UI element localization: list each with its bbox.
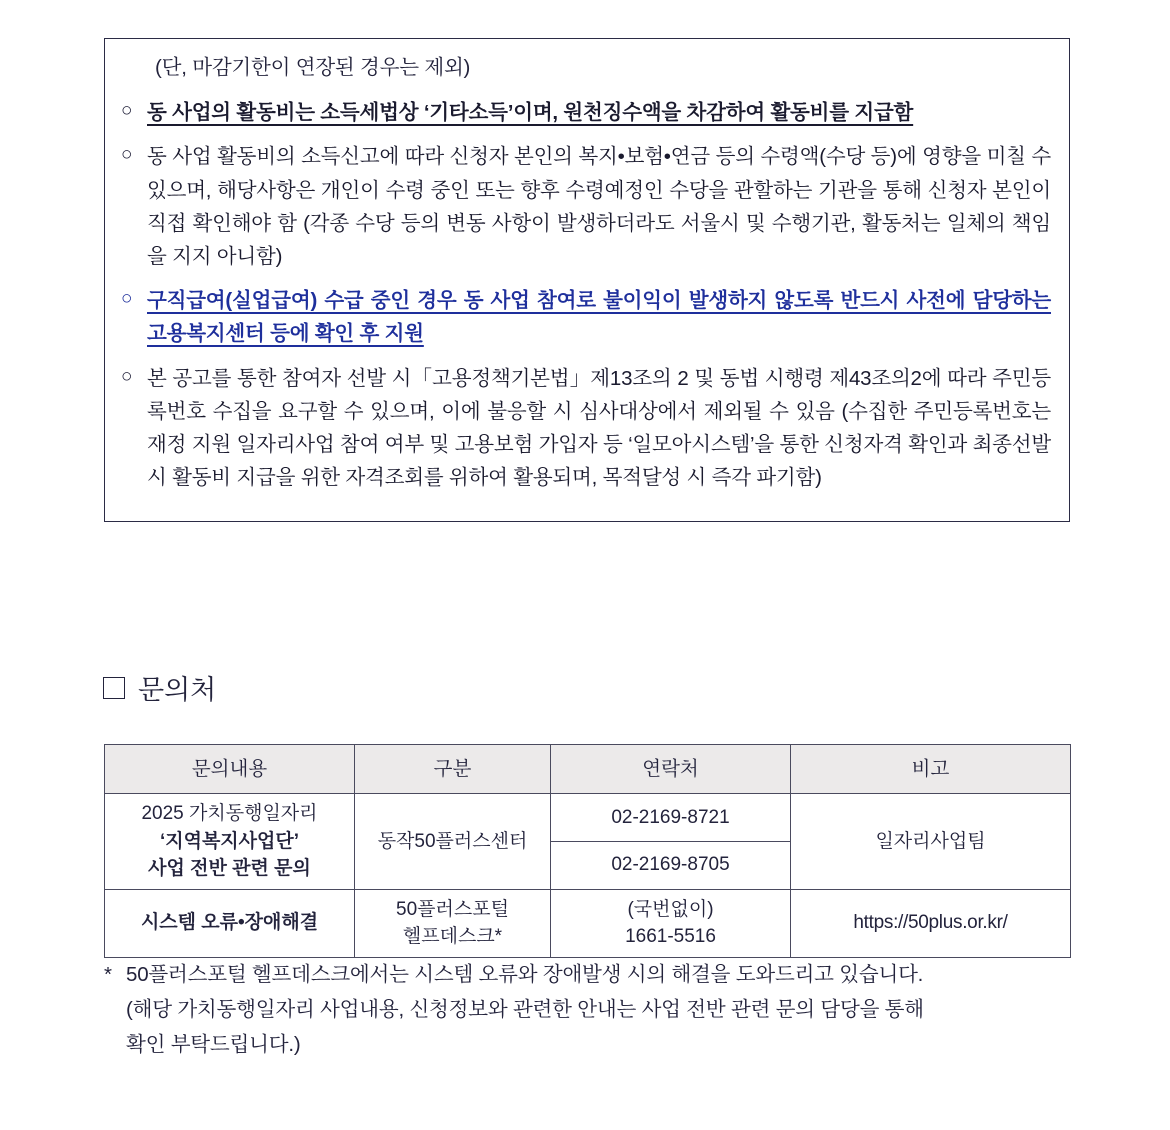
table-row — [105, 889, 1071, 957]
division-line-1: 50플러스포털 — [396, 898, 509, 920]
square-bullet-icon — [103, 677, 125, 699]
contact-table — [104, 744, 1071, 958]
bullet-marker: ○ — [121, 288, 133, 310]
header-cell-division: 구분 — [355, 745, 551, 794]
bullet-text: 동 사업의 활동비는 소득세법상 ‘기타소득’이며, 원천징수액을 차감하여 활동비를 지급함 — [147, 101, 914, 125]
bullet-marker: ○ — [121, 144, 133, 166]
inquiry-line-1: 2025 가치동행일자리 — [141, 803, 318, 824]
cell-phone-2: 02-2169-8705 — [551, 841, 791, 889]
cell-note-url[interactable]: https://50plus.or.kr/ — [791, 889, 1071, 957]
contact-section-heading — [103, 668, 216, 707]
table-header-row — [105, 745, 1071, 794]
cell-inquiry-content — [105, 794, 355, 890]
notice-box — [104, 38, 1070, 522]
table-row — [105, 794, 1071, 842]
cell-inquiry-content: 시스템 오류•장애해결 — [105, 889, 355, 957]
footnote-block — [104, 958, 1074, 1063]
inquiry-line-3: 사업 전반 관련 문의 — [148, 858, 311, 880]
phone-line-2: 1661-5516 — [625, 926, 716, 948]
cell-note: 일자리사업팀 — [791, 794, 1071, 890]
cell-division: 동작50플러스센터 — [355, 794, 551, 890]
cell-division — [355, 889, 551, 957]
footnote-line-2: (해당 가치동행일자리 사업내용, 신청정보와 관련한 안내는 사업 전반 관련 문의 담당을 통해 — [126, 997, 924, 1021]
cell-phone — [551, 889, 791, 957]
notice-bullet-4 — [121, 362, 1051, 495]
section-title: 문의처 — [138, 675, 217, 705]
header-cell-phone: 연락처 — [551, 745, 791, 794]
footnote-row — [104, 958, 1074, 993]
notice-first-line: (단, 마감기한이 연장된 경우는 제외) — [155, 56, 471, 79]
header-cell-inquiry: 문의내용 — [105, 745, 355, 794]
bullet-text: 구직급여(실업급여) 수급 중인 경우 동 사업 참여로 불이익이 발생하지 않도록 반드시 사전에 담당하는 고용복지센터 등에 확인 후 지원 — [147, 289, 1051, 346]
inquiry-line-2: ‘지역복지사업단’ — [159, 830, 300, 852]
asterisk-marker: * — [104, 963, 112, 986]
bullet-text: 본 공고를 통한 참여자 선발 시「고용정책기본법」제13조의 2 및 동법 시행령 제43조의2에 따라 주민등록번호 수집을 요구할 수 있으며, 이에 불응할 시 심사대상에서 제외될 수 있음 (수집한 주민등록번호는 재정 지원 일자리사업 참여 여부 및 고용보험 가입자 등 ‘일모아시스템’을 통한 신청자격 확인과 최종선발 시 활동비 지급을 위한 자격조회를 위하여 활용되며, 목적달성 시 즉각 파기함) — [147, 366, 1051, 490]
bullet-marker: ○ — [121, 365, 133, 387]
bullet-marker: ○ — [121, 100, 133, 122]
notice-bullet-2 — [121, 140, 1051, 273]
division-line-2: 헬프데스크* — [402, 926, 503, 948]
cell-phone-1: 02-2169-8721 — [551, 794, 791, 842]
footnote-line-3: 확인 부탁드립니다.) — [126, 1032, 301, 1056]
notice-bullet-3 — [121, 284, 1051, 350]
footnote-line-1: 50플러스포털 헬프데스크에서는 시스템 오류와 장애발생 시의 해결을 도와드리고 있습니다. — [126, 963, 924, 986]
bullet-text: 동 사업 활동비의 소득신고에 따라 신청자 본인의 복지•보험•연금 등의 수령액(수당 등)에 영향을 미칠 수 있으며, 해당사항은 개인이 수령 중인 또는 향후 수령예정인 수당을 관할하는 기관을 통해 신청자 본인이 직접 확인해야 함 (각종 수당 등의 변동 사항이 발생하더라도 서울시 및 수행기관, 활동처는 일체의 책임을 지지 아니함) — [147, 145, 1051, 269]
phone-line-1: (국번없이) — [627, 898, 714, 920]
notice-bullet-1 — [121, 96, 1051, 129]
header-cell-note: 비고 — [791, 745, 1071, 794]
